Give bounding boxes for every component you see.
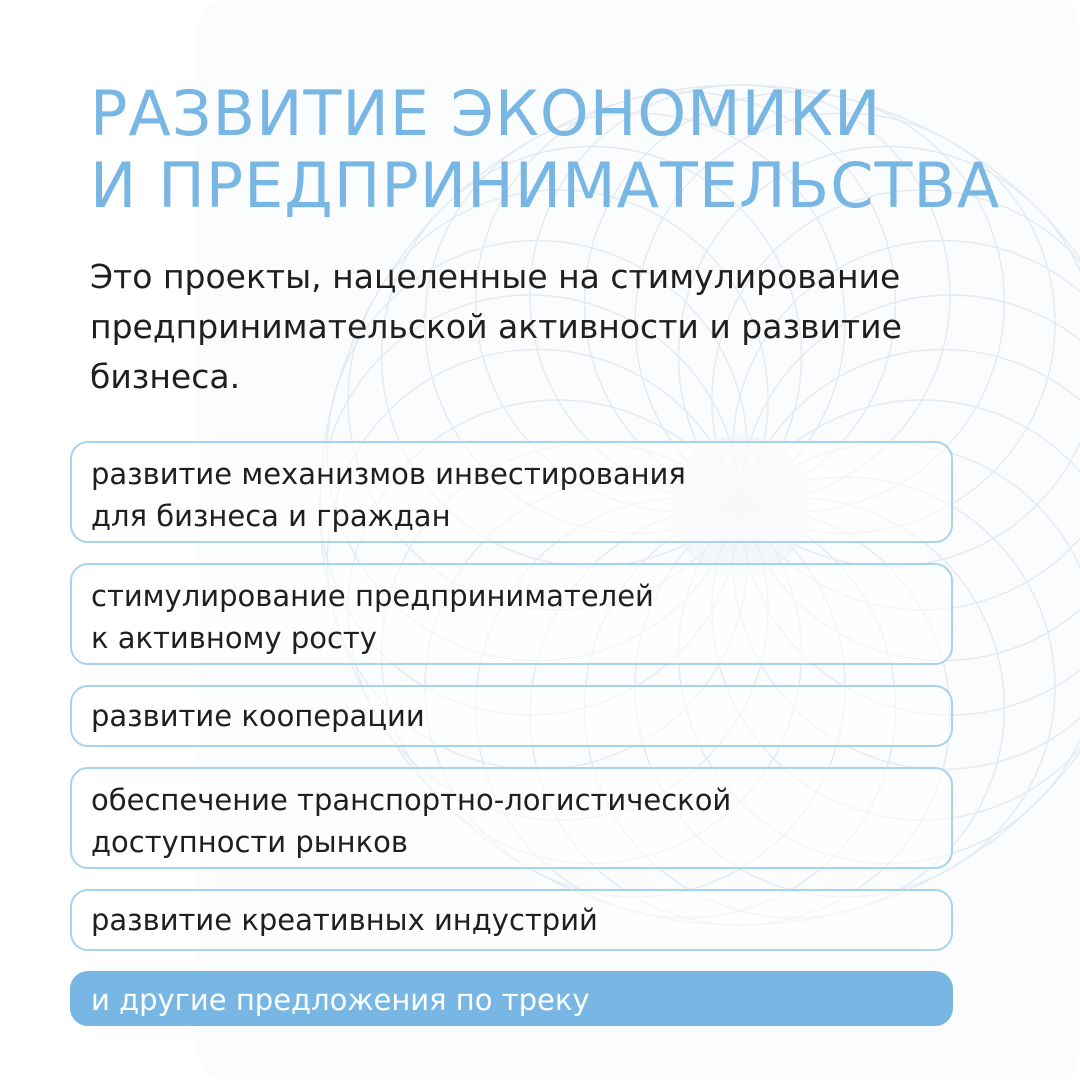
list-item-line: для бизнеса и граждан: [91, 499, 451, 533]
title-line-1: РАЗВИТИЕ ЭКОНОМИКИ: [90, 77, 882, 150]
directions-list: [70, 441, 953, 1026]
list-item-line: стимулирование предпринимателей: [91, 579, 654, 613]
list-item-line: развитие кооперации: [91, 699, 425, 733]
list-item-line: развитие механизмов инвестирования: [91, 457, 686, 491]
title-line-2: И ПРЕДПРИНИМАТЕЛЬСТВА: [90, 149, 1001, 222]
list-item-line: и другие предложения по треку: [91, 983, 590, 1017]
list-item-logistics: [70, 767, 953, 869]
list-item-other-proposals: [70, 971, 953, 1026]
page-title: [90, 78, 1000, 222]
intro-line-2: предпринимательской активности и развитие: [90, 307, 902, 346]
list-item-creative-industries: [70, 889, 953, 951]
list-item-investment: [70, 441, 953, 543]
list-item-line: к активному росту: [91, 621, 377, 655]
list-item-entrepreneur-growth: [70, 563, 953, 665]
intro-line-3: бизнеса.: [90, 357, 241, 396]
list-item-line: обеспечение транспортно-логистической: [91, 783, 732, 817]
intro-text: [90, 252, 930, 402]
intro-line-1: Это проекты, нацеленные на стимулирование: [90, 257, 901, 296]
list-item-line: доступности рынков: [91, 825, 408, 859]
list-item-line: развитие креативных индустрий: [91, 903, 598, 937]
list-item-cooperation: [70, 685, 953, 747]
